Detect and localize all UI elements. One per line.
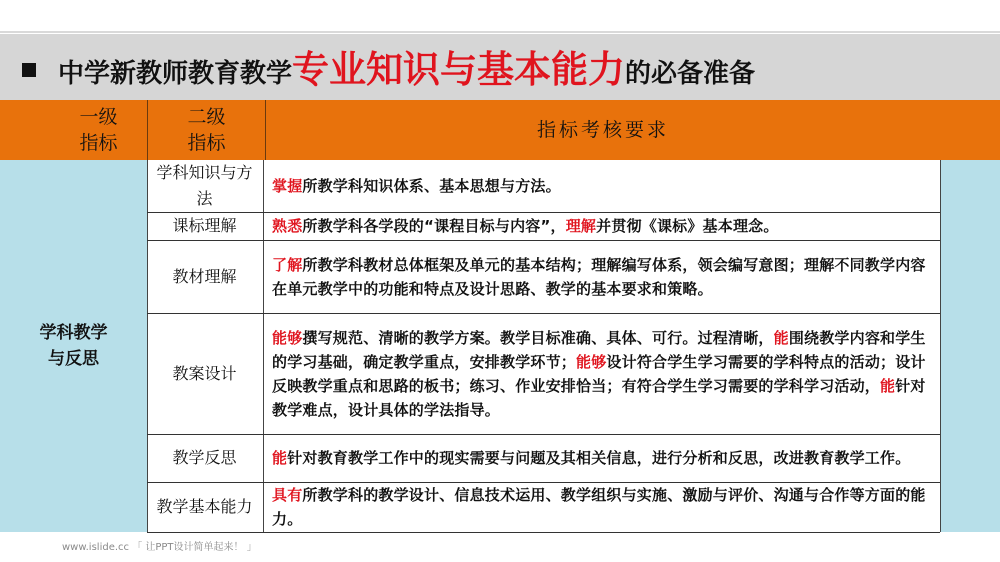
top-divider <box>0 31 1000 33</box>
header-level1-line2: 指标 <box>79 132 118 154</box>
keyword: 了解 <box>272 255 303 274</box>
requirement-textbook <box>266 240 938 313</box>
header-level1 <box>50 100 148 160</box>
keyword: 能 <box>773 328 789 347</box>
requirement-basic-ability <box>266 482 938 532</box>
keyword: 理解 <box>565 217 597 235</box>
keyword: 能 <box>880 376 896 395</box>
square-bullet-icon <box>22 63 36 77</box>
requirement-text: 撰写规范、清晰的教学方案。教学目标准确、具体、可行。过程清晰， <box>302 328 774 347</box>
indicator-knowledge: 学科知识与方法 <box>156 163 253 208</box>
title-after: 的必备准备 <box>625 59 756 89</box>
header-level2 <box>148 100 266 160</box>
title-before: 中学新教师教育教学 <box>58 59 293 89</box>
footer-watermark: www.islide.cc 「 让PPT设计简单起来！ 」 <box>62 542 257 553</box>
requirement-knowledge <box>266 160 938 212</box>
header-level1-line1: 一级 <box>79 106 118 128</box>
title-highlight: 专业知识与基本能力 <box>292 47 626 91</box>
requirement-text: 针对教育教学工作中的现实需要与问题及其相关信息，进行分析和反思，改进教育教学工作。 <box>287 449 911 467</box>
indicator-basic-ability: 教学基本能力 <box>156 497 253 516</box>
keyword: 具有 <box>272 486 303 504</box>
header-level2-line1: 二级 <box>187 106 226 128</box>
level1-line2: 与反思 <box>48 349 99 369</box>
requirement-text: 所教学科各学段的“课程目标与内容”， <box>302 217 566 235</box>
level1-cell <box>0 160 147 532</box>
header-level2-line2: 指标 <box>187 132 226 154</box>
requirement-text: 所教学科知识体系、基本思想与方法。 <box>302 177 561 195</box>
level1-line1: 学科教学 <box>39 323 108 343</box>
keyword: 熟悉 <box>272 217 303 235</box>
header-requirements: 指标考核要求 <box>536 119 669 141</box>
requirement-lesson-plan <box>266 313 938 434</box>
requirement-text: 所教学科教材总体框架及单元的基本结构；理解编写体系，领会编写意图；理解不同教学内容在单元教学中的功能和特点及设计思路、教学的基本要求和策略。 <box>272 255 926 298</box>
requirement-text: 所教学科的教学设计、信息技术运用、教学组织与实施、激励与评价、沟通与合作等方面的能力。 <box>272 486 926 528</box>
keyword: 能够 <box>272 328 303 347</box>
grid-line <box>263 160 264 532</box>
indicator-textbook: 教材理解 <box>172 266 237 286</box>
indicator-curriculum: 课标理解 <box>172 216 237 235</box>
indicator-reflection: 教学反思 <box>172 448 237 467</box>
keyword: 掌握 <box>272 177 303 195</box>
requirement-text: 围绕教学内容和学生的学习基础，确定教学重点，安排教学环节； <box>272 328 926 371</box>
keyword: 能够 <box>576 352 607 371</box>
slide-title <box>58 48 755 90</box>
row-divider <box>147 532 940 533</box>
indicator-lesson-plan: 教案设计 <box>172 363 237 383</box>
requirement-text: 设计符合学生学习需要的学科特点的活动；设计反映教学重点和思路的板书；练习、作业安排恰当；有符合学生学习需要的学科学习活动， <box>272 352 926 395</box>
requirement-curriculum <box>266 212 938 240</box>
requirement-text: 并贯彻《课标》基本理念。 <box>596 217 779 235</box>
requirement-text: 针对教学难点，设计具体的学法指导。 <box>272 376 926 419</box>
keyword: 能 <box>272 449 288 467</box>
requirement-reflection <box>266 434 938 482</box>
grid-line <box>940 160 941 532</box>
